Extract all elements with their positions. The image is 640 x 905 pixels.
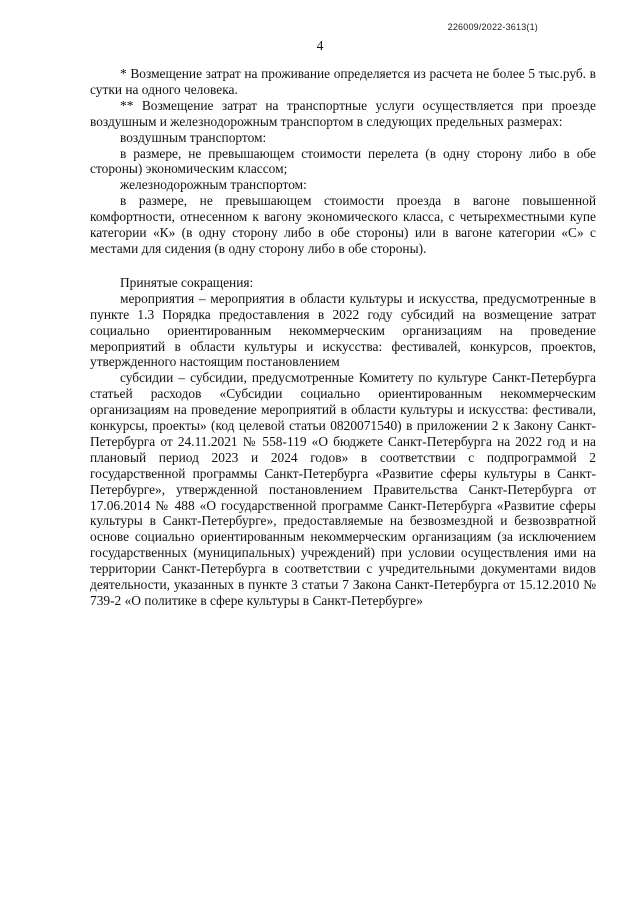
rail-transport-text: в размере, не превышающем стоимости проезда в вагоне повышенной комфортности, отнесенном к вагону экономического класса, с четырехместными купе категории «К» (в одну сторону либо в обе стороны) или в вагоне категории «С» с местами для сидения (в одну сторону либо в обе стороны).	[90, 193, 596, 256]
section-spacer	[90, 257, 596, 275]
abbreviations-heading: Принятые сокращения:	[120, 274, 254, 290]
rail-transport-label: железнодорожным транспортом:	[120, 177, 307, 193]
air-transport-label: воздушным транспортом:	[120, 129, 267, 145]
page-number: 4	[316, 38, 324, 53]
accommodation-note: * Возмещение затрат на проживание определяется из расчета не более 5 тыс.руб. в сутки на одного человека.	[90, 66, 596, 97]
air-transport-text: в размере, не превышающем стоимости перелета (в одну сторону либо в обе стороны) экономическим классом;	[90, 145, 596, 177]
document-body	[90, 66, 596, 609]
events-definition: мероприятия – мероприятия в области культуры и искусства, предусмотренные в пункте 1.3 Порядка предоставления в 2022 году субсидий на возмещение затрат социально ориентированным некоммерческим организациям на проведение мероприятий в области культуры и искусства: фестивалей, конкурсов, проектов, утвержденного настоящим постановлением	[90, 290, 596, 370]
document-registration-number: 226009/2022-3613(1)	[447, 22, 538, 32]
subsidies-definition: субсидии – субсидии, предусмотренные Комитету по культуре Санкт-Петербурга статьей расходов «Субсидии социально ориентированным некоммерческим организациям на проведение мероприятий в области культуры и искусства: фестивали, конкурсы, проекты» (код целевой статьи 0820071540) в приложении 2 к Закону Санкт-Петербурга от 24.11.2021 № 558-119 «О бюджете Санкт-Петербурга на 2022 год и на плановый период 2023 и 2024 годов» в соответствии с подпрограммой 2 государственной программы Санкт-Петербурга «Развитие сферы культуры в Санкт-Петербурге», утвержденной постановлением Правительства Санкт-Петербурга от 17.06.2014 № 488 «О государственной программе Санкт-Петербурга «Развитие сферы культуры в Санкт-Петербурге», предоставляемые на безвозмездной и безвозвратной основе социально ориентированным некоммерческим организациям (за исключением государственных (муниципальных) учреждений) при условии осуществления ими на территории Санкт-Петербурга в соответствии с учредительными документами видов деятельности, указанных в пункте 3 статьи 7 Закона Санкт-Петербурга от 15.12.2010 № 739-2 «О политике в сфере культуры в Санкт-Петербурге»	[90, 370, 596, 608]
transport-note: ** Возмещение затрат на транспортные услуги осуществляется при проезде воздушным и железнодорожным транспортом в следующих предельных размерах:	[90, 97, 596, 129]
